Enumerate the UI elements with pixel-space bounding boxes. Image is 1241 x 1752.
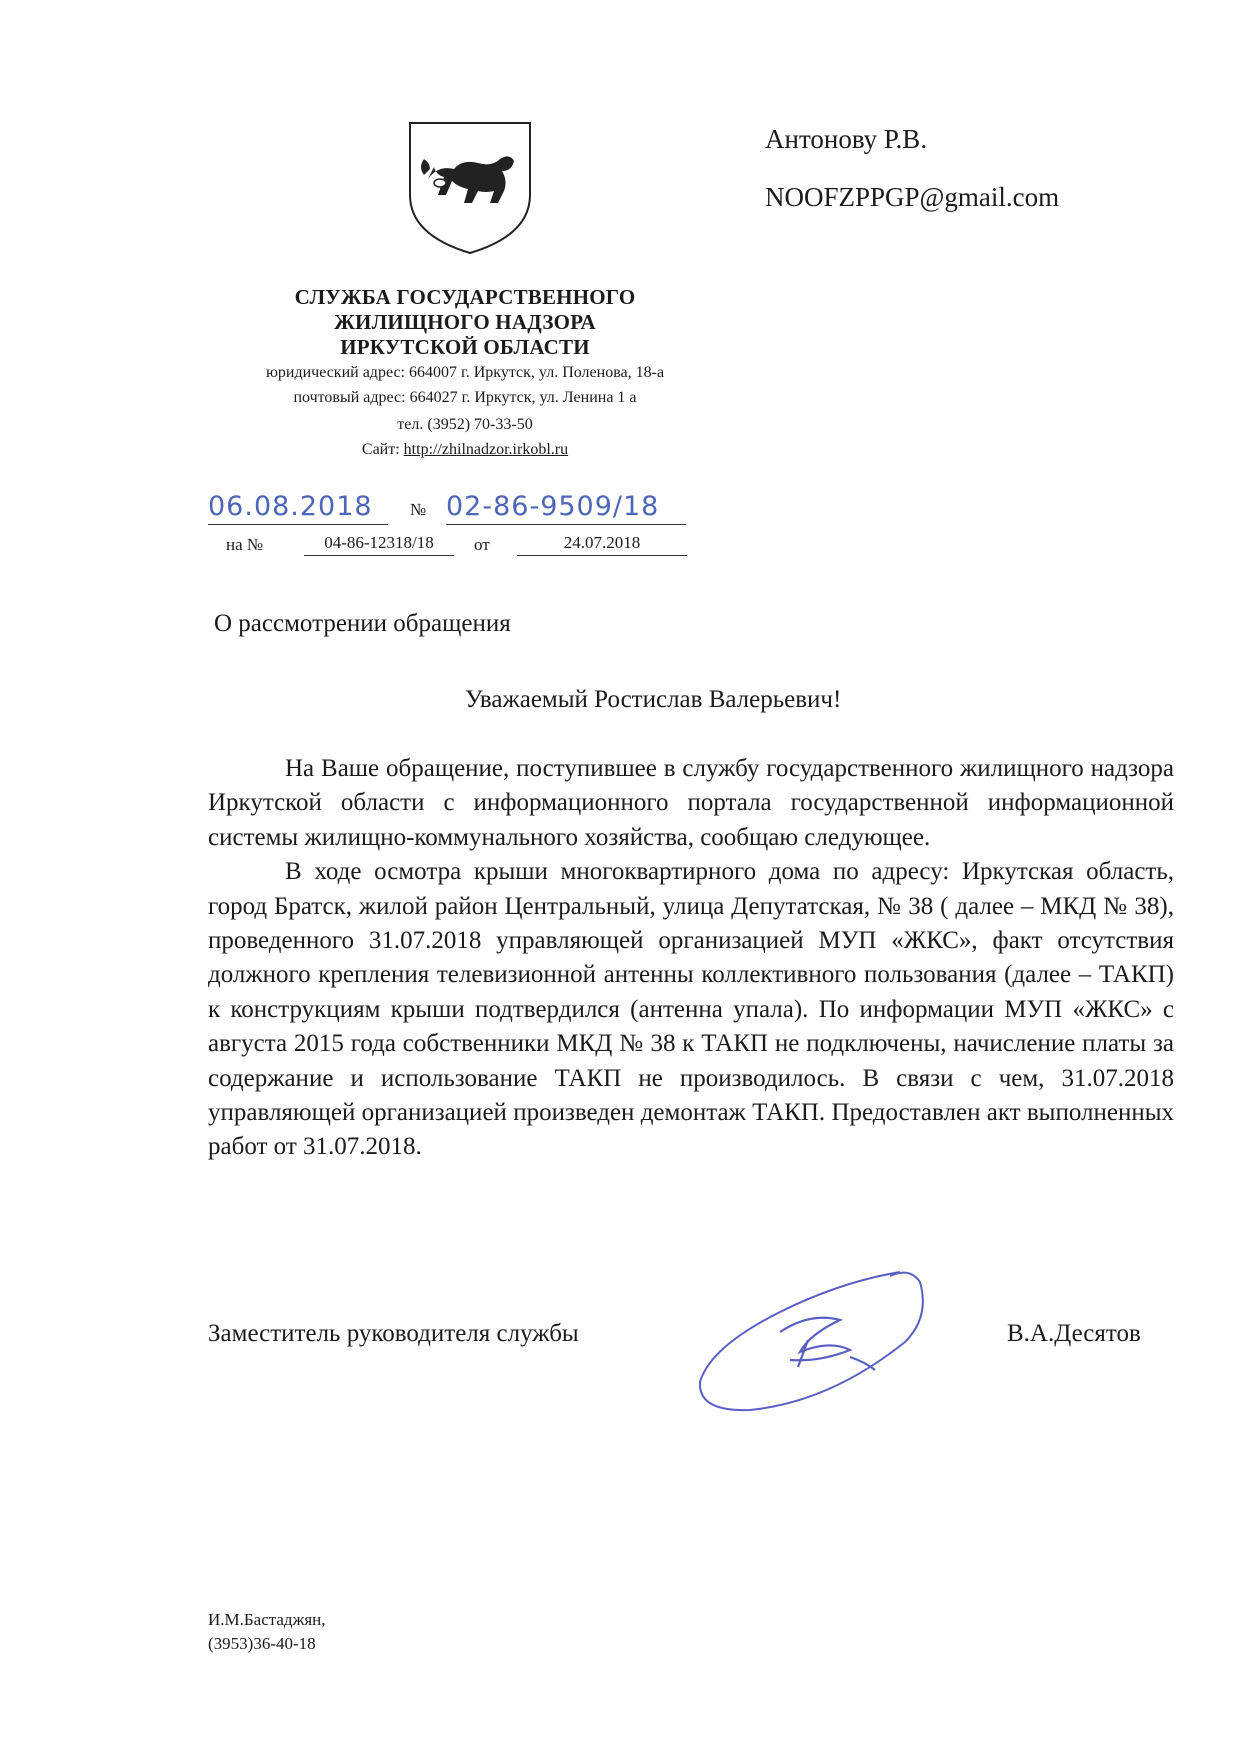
addressee-block — [765, 110, 1059, 226]
addressee-email: NOOFZPPGP@gmail.com — [765, 182, 1060, 212]
registration-date: 06.08.2018 — [208, 490, 388, 525]
site-link[interactable]: http://zhilnadzor.irkobl.ru — [403, 441, 569, 458]
postal-address: почтовый адрес: 664027 г. Иркутск, ул. Ленина 1 а — [293, 389, 637, 406]
reference-label: на № — [226, 535, 264, 554]
addressee-name: Антонову Р.В. — [765, 124, 928, 154]
site-label: Сайт: — [361, 441, 404, 458]
letter-body — [208, 752, 1174, 1165]
organization-header — [210, 285, 720, 462]
handwritten-signature — [690, 1262, 940, 1422]
registration-number-label: № — [410, 500, 427, 519]
legal-address: юридический адрес: 664007 г. Иркутск, ул. Поленова, 18-а — [265, 364, 665, 381]
executor-phone: (3953)36-40-18 — [208, 1634, 316, 1653]
body-paragraph-2: В ходе осмотра крыши многоквартирного дома по адресу: Иркутская область, город Братск, жилой район Центральный, улица Депутатская, № 38 ( далее – МКД № 38), проведенного 31.07.2018 управляющей организацией МУП «ЖКС», факт отсутствия должного крепления телевизионной антенны коллективного пользования (далее – ТАКП) к конструкциям крыши подтвердился (антенна упала). По информации МУП «ЖКС» с августа 2015 года собственники МКД № 38 к ТАКП не подключены, начисление платы за содержание и использование ТАКП не производилось. В связи с чем, 31.07.2018 управляющей организацией произведен демонтаж ТАКП. Предоставлен акт выполненных работ от 31.07.2018. — [208, 858, 1174, 1161]
signatory-name: В.А.Десятов — [1007, 1320, 1141, 1347]
org-site — [210, 437, 720, 462]
org-title-line-3: ИРКУТСКОЙ ОБЛАСТИ — [340, 335, 590, 359]
body-paragraph-1: На Ваше обращение, поступившее в службу государственного жилищного надзора Иркутской области с информационного портала государственной информационной системы жилищно-коммунального хозяйства, сообщаю следующее. — [208, 755, 1174, 851]
reference-from-label: от — [474, 535, 490, 554]
letter-greeting: Уважаемый Ростислав Валерьевич! — [465, 686, 842, 713]
org-title-line-2: ЖИЛИЩНОГО НАДЗОРА — [334, 310, 596, 334]
org-title-line-1: СЛУЖБА ГОСУДАРСТВЕННОГО — [294, 285, 636, 309]
executor-name: И.М.Бастаджян, — [208, 1610, 326, 1629]
executor-block — [208, 1608, 326, 1656]
signatory-position: Заместитель руководителя службы — [208, 1320, 579, 1347]
reference-number: 04-86-12318/18 — [304, 533, 454, 556]
registration-number: 02-86-9509/18 — [446, 490, 686, 525]
irkutsk-babr-emblem-icon — [400, 117, 540, 257]
org-phone: тел. (3952) 70-33-50 — [397, 416, 533, 433]
letter-subject: О рассмотрении обращения — [214, 610, 511, 637]
reference-date: 24.07.2018 — [517, 533, 687, 556]
